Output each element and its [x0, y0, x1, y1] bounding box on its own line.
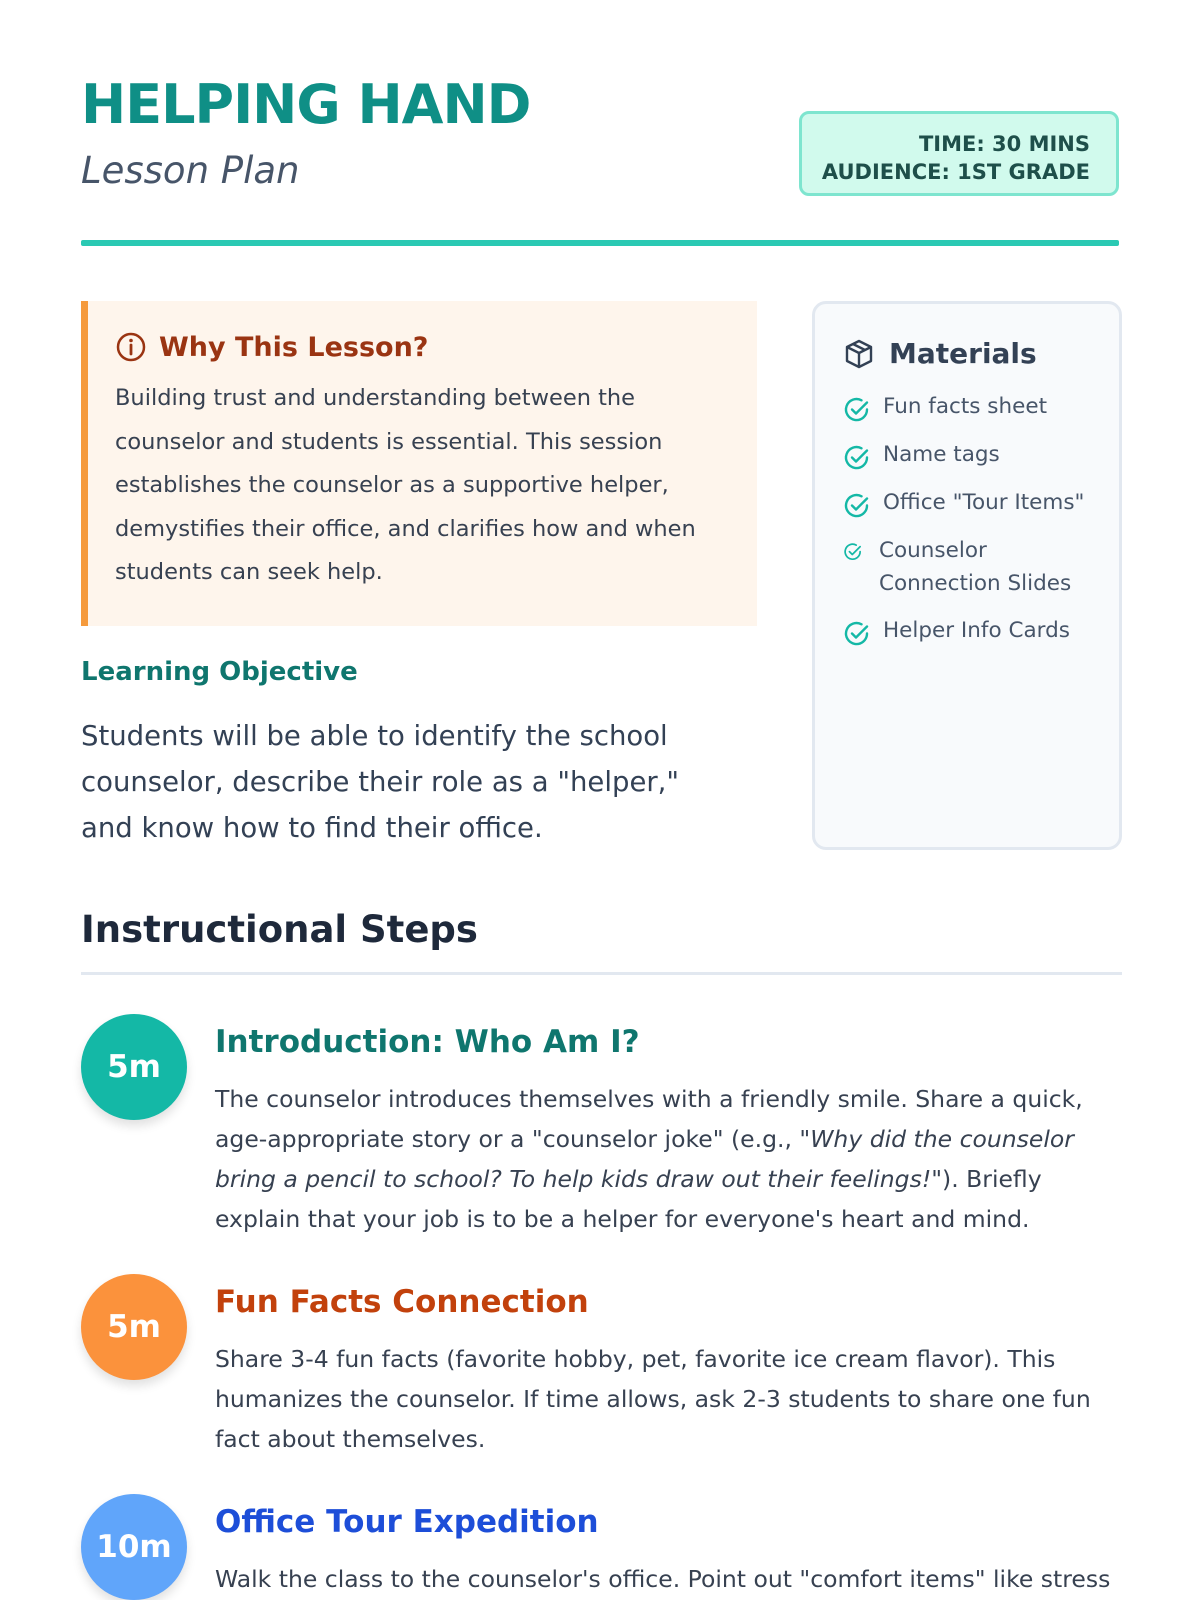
materials-item: [843, 534, 1099, 600]
duration-badge: 5m: [81, 1274, 187, 1380]
header-divider: [81, 240, 1119, 246]
audience-label: AUDIENCE: 1ST GRADE: [821, 160, 1090, 184]
materials-item: [843, 390, 1099, 424]
materials-item-label: Name tags: [883, 442, 1000, 467]
materials-item: [843, 614, 1099, 648]
time-label: TIME: 30 MINS: [918, 132, 1090, 156]
check-circle-icon: [843, 542, 863, 562]
page-subtitle: Lesson Plan: [81, 149, 300, 192]
why-title: Why This Lesson?: [159, 331, 429, 363]
steps-divider: [81, 972, 1122, 975]
check-circle-icon: [843, 492, 871, 520]
materials-title: Materials: [889, 337, 1037, 370]
duration-badge: 5m: [81, 1014, 187, 1120]
steps-section-title: Instructional Steps: [81, 908, 478, 951]
step-text-quote: "Why did the counselor bring a pencil to school? To help kids draw out their feelings!": [215, 1125, 1074, 1193]
package-icon: [843, 338, 875, 370]
step-title: Fun Facts Connection: [215, 1284, 589, 1320]
why-heading: [115, 331, 729, 363]
info-icon: [115, 331, 147, 363]
learning-objective-label: Learning Objective: [81, 657, 358, 687]
materials-list: [843, 390, 1099, 648]
materials-item-label: Fun facts sheet: [883, 394, 1048, 419]
materials-item-label: Office "Tour Items": [883, 490, 1085, 515]
check-circle-icon: [843, 396, 871, 424]
step-text-part: The counselor introduces themselves with a friendly smile. Share a quick, age-appropriate story or a "counselor joke" (e.g.,: [215, 1085, 1083, 1153]
step-3: [81, 1494, 1122, 1600]
step-1: [81, 1014, 1122, 1234]
why-this-lesson-callout: [81, 301, 757, 626]
page-title: HELPING HAND: [81, 73, 531, 136]
why-text: Building trust and understanding between the counselor and students is essential. This session establishes the counselor as a supportive helper, demystifies their office, and clarifies how and when students can seek help.: [115, 385, 696, 585]
materials-item-label: Counselor Connection Slides: [879, 538, 1072, 596]
materials-item: [843, 438, 1099, 472]
step-title: Office Tour Expedition: [215, 1504, 599, 1540]
step-2: [81, 1274, 1122, 1464]
check-circle-icon: [843, 444, 871, 472]
lesson-meta-badge: [799, 111, 1119, 196]
materials-item-label: Helper Info Cards: [883, 618, 1070, 643]
step-description: Walk the class to the counselor's office. Point out "comfort items" like stress: [215, 1565, 1111, 1593]
materials-heading: [843, 337, 1099, 370]
learning-objective-text: Students will be able to identify the school counselor, describe their role as a "helper," and know how to find their office.: [81, 720, 680, 844]
materials-panel: [812, 301, 1122, 850]
materials-item: [843, 486, 1099, 520]
step-description: Share 3-4 fun facts (favorite hobby, pet, favorite ice cream flavor). This humanizes the counselor. If time allows, ask 2-3 students to share one fun fact about themselves.: [215, 1345, 1091, 1453]
header: [81, 0, 1119, 246]
step-description: [215, 1079, 1125, 1239]
duration-badge: 10m: [81, 1494, 187, 1600]
check-circle-icon: [843, 620, 871, 648]
step-text-part: ). Briefly explain that your job is to be a helper for everyone's heart and mind.: [215, 1165, 1042, 1233]
step-title: Introduction: Who Am I?: [215, 1024, 640, 1060]
